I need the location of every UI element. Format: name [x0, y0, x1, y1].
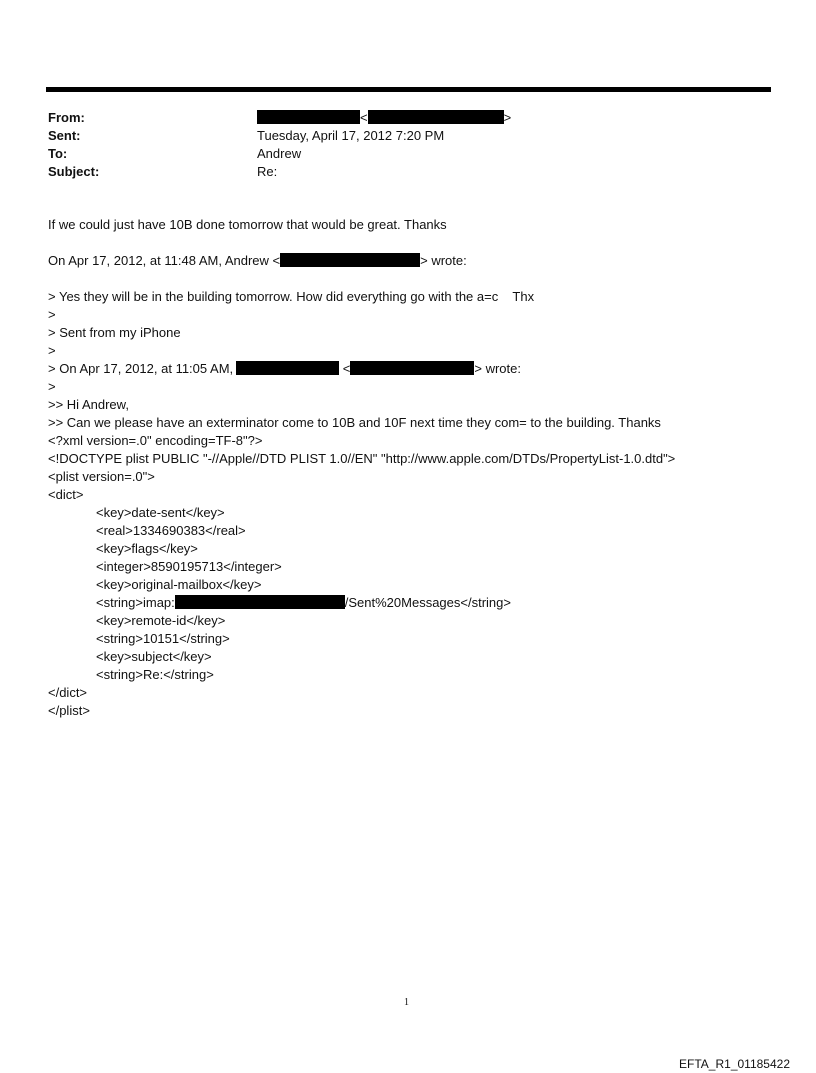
quoted-header-end: > wrote: [474, 361, 521, 376]
page-number: 1 [404, 997, 409, 1008]
subject-label: Subject: [48, 164, 100, 179]
redaction-mailbox [175, 595, 345, 609]
quoted-header-lt: < [342, 361, 351, 376]
quoted-line: > Sent from my iPhone [48, 325, 181, 340]
redaction-andrew-email [280, 253, 420, 267]
sent-value: Tuesday, April 17, 2012 7:20 PM [257, 128, 445, 143]
xml-line: <!DOCTYPE plist PUBLIC "-//Apple//DTD PLIST 1.0//EN" "http://www.apple.com/DTDs/PropertyList-1.0.dtd"> [48, 451, 676, 466]
xml-line: <string>Re:</string> [96, 667, 214, 682]
xml-line: <string>10151</string> [96, 631, 230, 646]
quoted-line: > Yes they will be in the building tomorrow. How did everything go with the a=c Thx [48, 289, 535, 304]
reply-header-line [48, 252, 675, 270]
redaction-quoted-email [350, 361, 474, 375]
body-line: If we could just have 10B done tomorrow that would be great. Thanks [48, 217, 447, 232]
redaction-quoted-name [236, 361, 339, 375]
sent-label: Sent: [48, 128, 81, 143]
subject-value: Re: [257, 164, 278, 179]
from-label: From: [48, 110, 85, 125]
to-value: Andrew [257, 146, 302, 161]
quoted-line: > [48, 379, 56, 394]
xml-line: <integer>8590195713</integer> [96, 559, 282, 574]
xml-line: <key>date-sent</key> [96, 505, 225, 520]
xml-mailbox-end: /Sent%20Messages</string> [344, 595, 511, 610]
from-lt: < [360, 110, 368, 125]
xml-line: <real>1334690383</real> [96, 523, 246, 538]
quoted-header-start: > On Apr 17, 2012, at 11:05 AM, [48, 361, 234, 376]
redaction-sender-name [257, 110, 360, 124]
header-rule [46, 87, 771, 92]
xml-line: <key>flags</key> [96, 541, 198, 556]
xml-mailbox-line [48, 594, 675, 612]
xml-line: <plist version=.0"> [48, 469, 155, 484]
xml-line: </plist> [48, 703, 90, 718]
reply-header-end: > wrote: [420, 253, 467, 268]
quoted-line: >> Can we please have an exterminator come to 10B and 10F next time they com= to the building. Thanks [48, 415, 661, 430]
xml-line: <key>subject</key> [96, 649, 212, 664]
xml-line: <?xml version=.0" encoding=TF-8"?> [48, 433, 263, 448]
reply-header-start: On Apr 17, 2012, at 11:48 AM, Andrew < [48, 253, 281, 268]
xml-line: <dict> [48, 487, 84, 502]
xml-line: <key>original-mailbox</key> [96, 577, 262, 592]
quoted-line: >> Hi Andrew, [48, 397, 129, 412]
from-value [257, 109, 511, 127]
document-id: EFTA_R1_01185422 [679, 1057, 790, 1071]
xml-mailbox-start: <string>imap: [96, 595, 175, 610]
redaction-sender-email [368, 110, 504, 124]
email-body [48, 216, 675, 720]
xml-line: <key>remote-id</key> [96, 613, 226, 628]
to-label: To: [48, 146, 68, 161]
from-gt: > [503, 110, 512, 125]
xml-line: </dict> [48, 685, 88, 700]
quoted-line: > [48, 343, 56, 358]
quoted-header-line [48, 360, 675, 378]
quoted-line: > [48, 307, 56, 322]
